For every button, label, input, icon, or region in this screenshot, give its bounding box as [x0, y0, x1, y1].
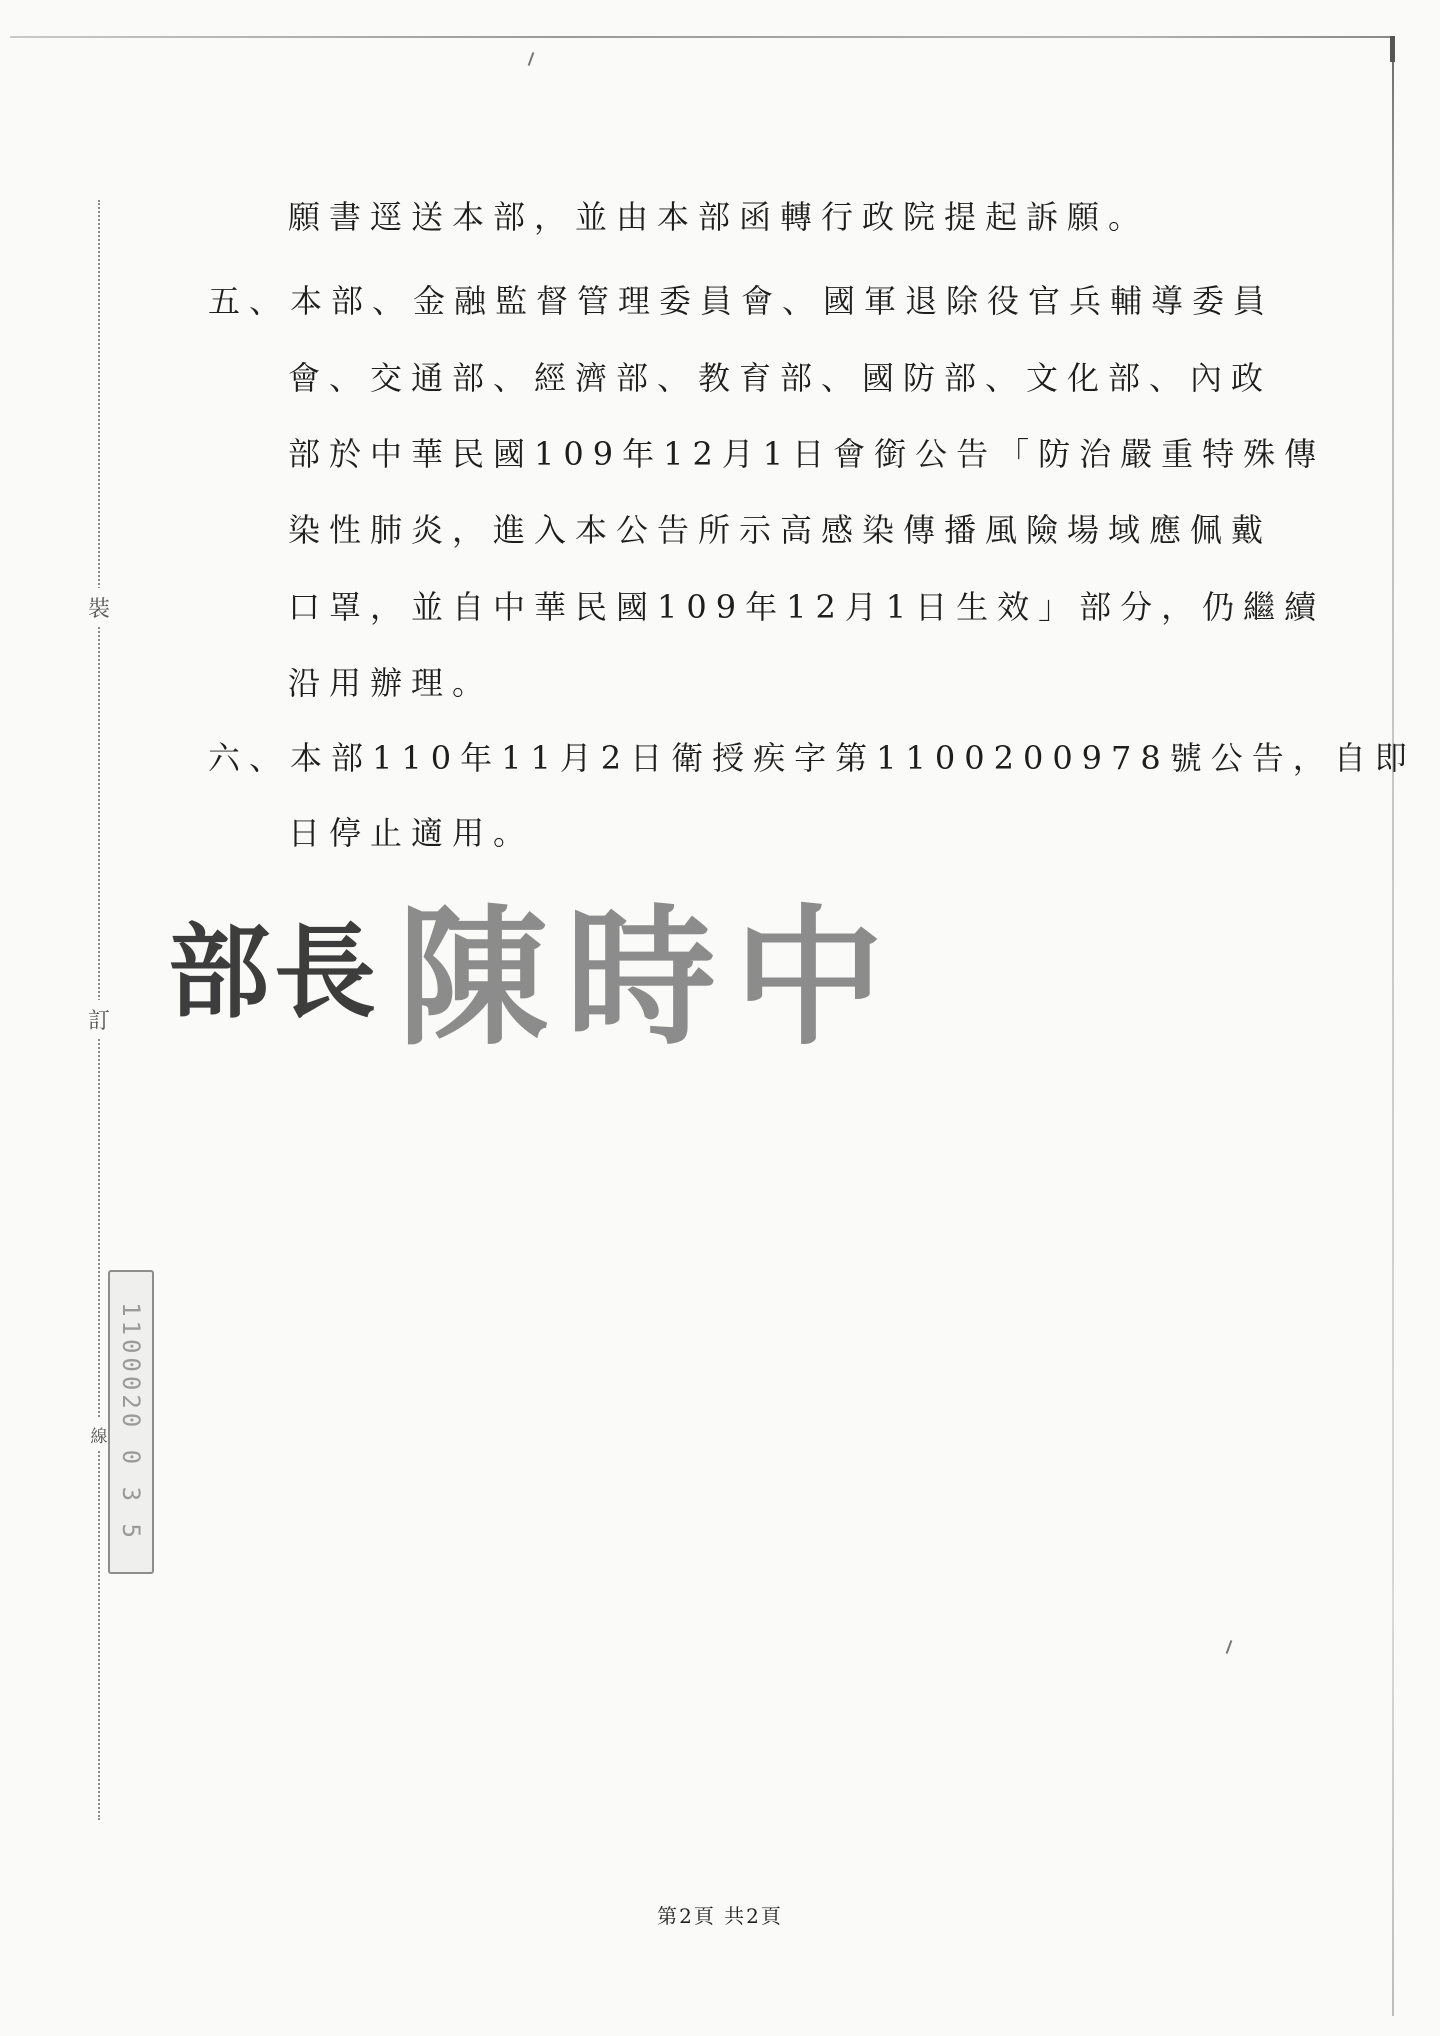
item-six-line: 六、本部110年11月2日衛授疾字第1100200978號公告，自即: [208, 739, 1416, 777]
signature-name: 陳時中: [398, 890, 903, 1066]
document-number-stamp: [108, 1270, 154, 1574]
binding-mark-zhuang: 裝: [86, 588, 112, 627]
scan-edge-top: [10, 36, 1390, 38]
body-line: 日停止適用。: [288, 814, 535, 852]
item-five-line: 五、本部、金融監督管理委員會、國軍退除役官兵輔導委員: [208, 282, 1275, 320]
page-number-footer: 第2頁 共2頁: [657, 1904, 783, 1928]
signature-title: 部長: [168, 913, 380, 1033]
body-line: 部於中華民國109年12月1日會銜公告「防治嚴重特殊傳: [288, 435, 1326, 473]
body-line: 會、交通部、經濟部、教育部、國防部、文化部、內政: [288, 359, 1273, 397]
scan-edge-mark: [1390, 36, 1395, 62]
scan-edge-right: [1392, 36, 1394, 2016]
body-line: 願書逕送本部，並由本部函轉行政院提起訴願。: [288, 198, 1150, 236]
body-line: 染性肺炎，進入本公告所示高感染傳播風險場域應佩戴: [288, 511, 1273, 549]
scan-speck: [1226, 1640, 1233, 1654]
binding-mark-xian: 線: [86, 1418, 112, 1451]
minister-signature-seal: [168, 880, 903, 1066]
scan-speck: [528, 52, 535, 66]
body-line: 沿用辦理。: [288, 664, 494, 702]
binding-mark-ding: 訂: [86, 1000, 112, 1039]
body-line: 口罩，並自中華民國109年12月1日生效」部分，仍繼續: [288, 588, 1326, 626]
stamp-number: 1100020 0 3 5: [117, 1302, 145, 1542]
